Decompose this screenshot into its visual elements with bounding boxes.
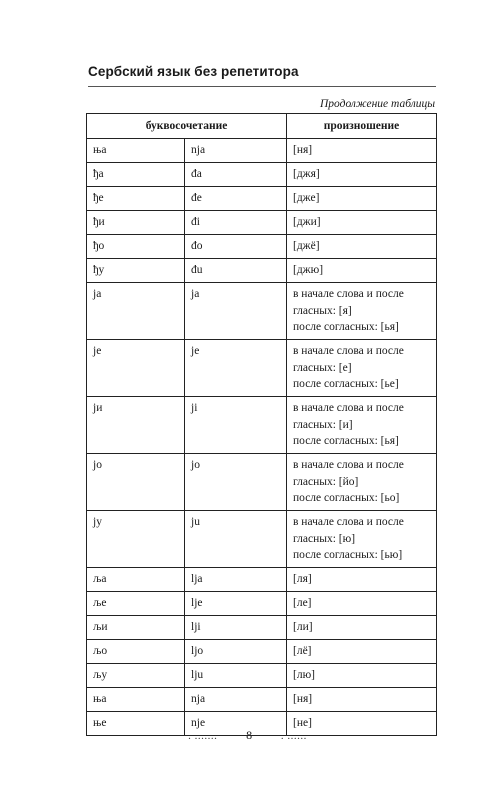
cell-cyrillic: јо bbox=[87, 454, 185, 511]
cell-latin: nja bbox=[185, 688, 287, 712]
pronunciation-line: [ли] bbox=[293, 621, 313, 633]
cell-cyrillic: ња bbox=[87, 688, 185, 712]
table-body bbox=[87, 139, 437, 736]
pronunciation-line: после согласных: [ьо] bbox=[293, 492, 400, 504]
cell-pronunciation bbox=[287, 454, 437, 511]
pronunciation-line: [джю] bbox=[293, 264, 324, 276]
cell-pronunciation bbox=[287, 139, 437, 163]
cell-pronunciation bbox=[287, 283, 437, 340]
cell-cyrillic: ђи bbox=[87, 211, 185, 235]
cell-pronunciation bbox=[287, 397, 437, 454]
cell-pronunciation bbox=[287, 259, 437, 283]
pronunciation-line: [джи] bbox=[293, 216, 321, 228]
cell-latin: lju bbox=[185, 664, 287, 688]
table-row bbox=[87, 397, 437, 454]
cell-latin: ja bbox=[185, 283, 287, 340]
table-row bbox=[87, 688, 437, 712]
pronunciation-line: [джя] bbox=[293, 168, 320, 180]
cell-cyrillic: ји bbox=[87, 397, 185, 454]
cell-latin: lje bbox=[185, 592, 287, 616]
cell-latin: ju bbox=[185, 511, 287, 568]
cell-pronunciation bbox=[287, 340, 437, 397]
cell-pronunciation bbox=[287, 616, 437, 640]
pronunciation-line: после согласных: [ья] bbox=[293, 321, 399, 333]
cell-latin: đa bbox=[185, 163, 287, 187]
cell-latin: nja bbox=[185, 139, 287, 163]
cell-latin: đu bbox=[185, 259, 287, 283]
cell-pronunciation bbox=[287, 235, 437, 259]
table-continuation-note: Продолжение таблицы bbox=[319, 98, 435, 110]
cell-cyrillic: ља bbox=[87, 568, 185, 592]
table-row bbox=[87, 340, 437, 397]
pronunciation-line: [ня] bbox=[293, 144, 313, 156]
cell-latin: đe bbox=[185, 187, 287, 211]
pronunciation-line: после согласных: [ью] bbox=[293, 549, 403, 561]
pronunciation-line: гласных: [и] bbox=[293, 418, 353, 431]
table-row bbox=[87, 187, 437, 211]
pronunciation-line: [дже] bbox=[293, 192, 320, 204]
cell-pronunciation bbox=[287, 688, 437, 712]
pronunciation-line: в начале слова и после bbox=[293, 459, 404, 471]
cell-latin: lja bbox=[185, 568, 287, 592]
pronunciation-line: гласных: [я] bbox=[293, 304, 352, 317]
page-number: 8 bbox=[246, 728, 253, 742]
table-row bbox=[87, 139, 437, 163]
table-row bbox=[87, 640, 437, 664]
column-header-pronunciation: произношение bbox=[287, 114, 437, 139]
cell-cyrillic: ђа bbox=[87, 163, 185, 187]
pronunciation-line: [ле] bbox=[293, 597, 312, 609]
page-footer bbox=[0, 728, 495, 743]
pronunciation-line: [не] bbox=[293, 717, 312, 729]
cell-pronunciation bbox=[287, 211, 437, 235]
pronunciation-line: в начале слова и после bbox=[293, 345, 404, 357]
cell-cyrillic: ље bbox=[87, 592, 185, 616]
cell-cyrillic: ња bbox=[87, 139, 185, 163]
pronunciation-line: после согласных: [ья] bbox=[293, 435, 399, 447]
header-rule bbox=[88, 86, 436, 87]
table-row bbox=[87, 511, 437, 568]
cell-pronunciation bbox=[287, 640, 437, 664]
table-row bbox=[87, 283, 437, 340]
table-row bbox=[87, 616, 437, 640]
pronunciation-line: гласных: [ю] bbox=[293, 532, 356, 545]
pronunciation-line: [ля] bbox=[293, 573, 312, 585]
pronunciation-line: после согласных: [ье] bbox=[293, 378, 399, 390]
cell-cyrillic: ђу bbox=[87, 259, 185, 283]
pronunciation-line: в начале слова и после bbox=[293, 402, 404, 414]
cell-pronunciation bbox=[287, 511, 437, 568]
pronunciation-line: гласных: [е] bbox=[293, 361, 352, 374]
pronunciation-line: [лё] bbox=[293, 645, 312, 657]
table-row bbox=[87, 163, 437, 187]
cell-latin: ji bbox=[185, 397, 287, 454]
pronunciation-line: [ня] bbox=[293, 693, 313, 705]
cell-pronunciation bbox=[287, 163, 437, 187]
cell-latin: je bbox=[185, 340, 287, 397]
cell-cyrillic: љо bbox=[87, 640, 185, 664]
pronunciation-line: [лю] bbox=[293, 669, 315, 681]
pronunciation-line: в начале слова и после bbox=[293, 288, 404, 300]
table-row bbox=[87, 211, 437, 235]
table-row bbox=[87, 454, 437, 511]
cell-latin: nje bbox=[185, 712, 287, 736]
pronunciation-line: гласных: [йо] bbox=[293, 475, 359, 488]
table-row bbox=[87, 259, 437, 283]
cell-cyrillic: ђе bbox=[87, 187, 185, 211]
footer-dots-right: . ...... bbox=[280, 730, 307, 742]
cell-latin: jo bbox=[185, 454, 287, 511]
cell-pronunciation bbox=[287, 664, 437, 688]
column-header-letter-combination: буквосочетание bbox=[87, 114, 287, 139]
table-row bbox=[87, 568, 437, 592]
table-row bbox=[87, 592, 437, 616]
table-row bbox=[87, 664, 437, 688]
cell-latin: ljo bbox=[185, 640, 287, 664]
cell-latin: lji bbox=[185, 616, 287, 640]
cell-cyrillic: је bbox=[87, 340, 185, 397]
cell-pronunciation bbox=[287, 592, 437, 616]
pronunciation-line: в начале слова и после bbox=[293, 516, 404, 528]
table-header-row bbox=[87, 114, 437, 139]
pronunciation-table bbox=[86, 113, 437, 736]
cell-latin: đi bbox=[185, 211, 287, 235]
cell-cyrillic: ју bbox=[87, 511, 185, 568]
cell-cyrillic: љи bbox=[87, 616, 185, 640]
cell-cyrillic: ја bbox=[87, 283, 185, 340]
cell-pronunciation bbox=[287, 568, 437, 592]
cell-cyrillic: ђо bbox=[87, 235, 185, 259]
cell-latin: đo bbox=[185, 235, 287, 259]
cell-cyrillic: ње bbox=[87, 712, 185, 736]
cell-cyrillic: љу bbox=[87, 664, 185, 688]
table-row bbox=[87, 235, 437, 259]
footer-dots-left: . ....... bbox=[188, 730, 218, 742]
cell-pronunciation bbox=[287, 187, 437, 211]
pronunciation-line: [джё] bbox=[293, 240, 320, 252]
running-head-title: Сербский язык без репетитора bbox=[88, 64, 299, 79]
